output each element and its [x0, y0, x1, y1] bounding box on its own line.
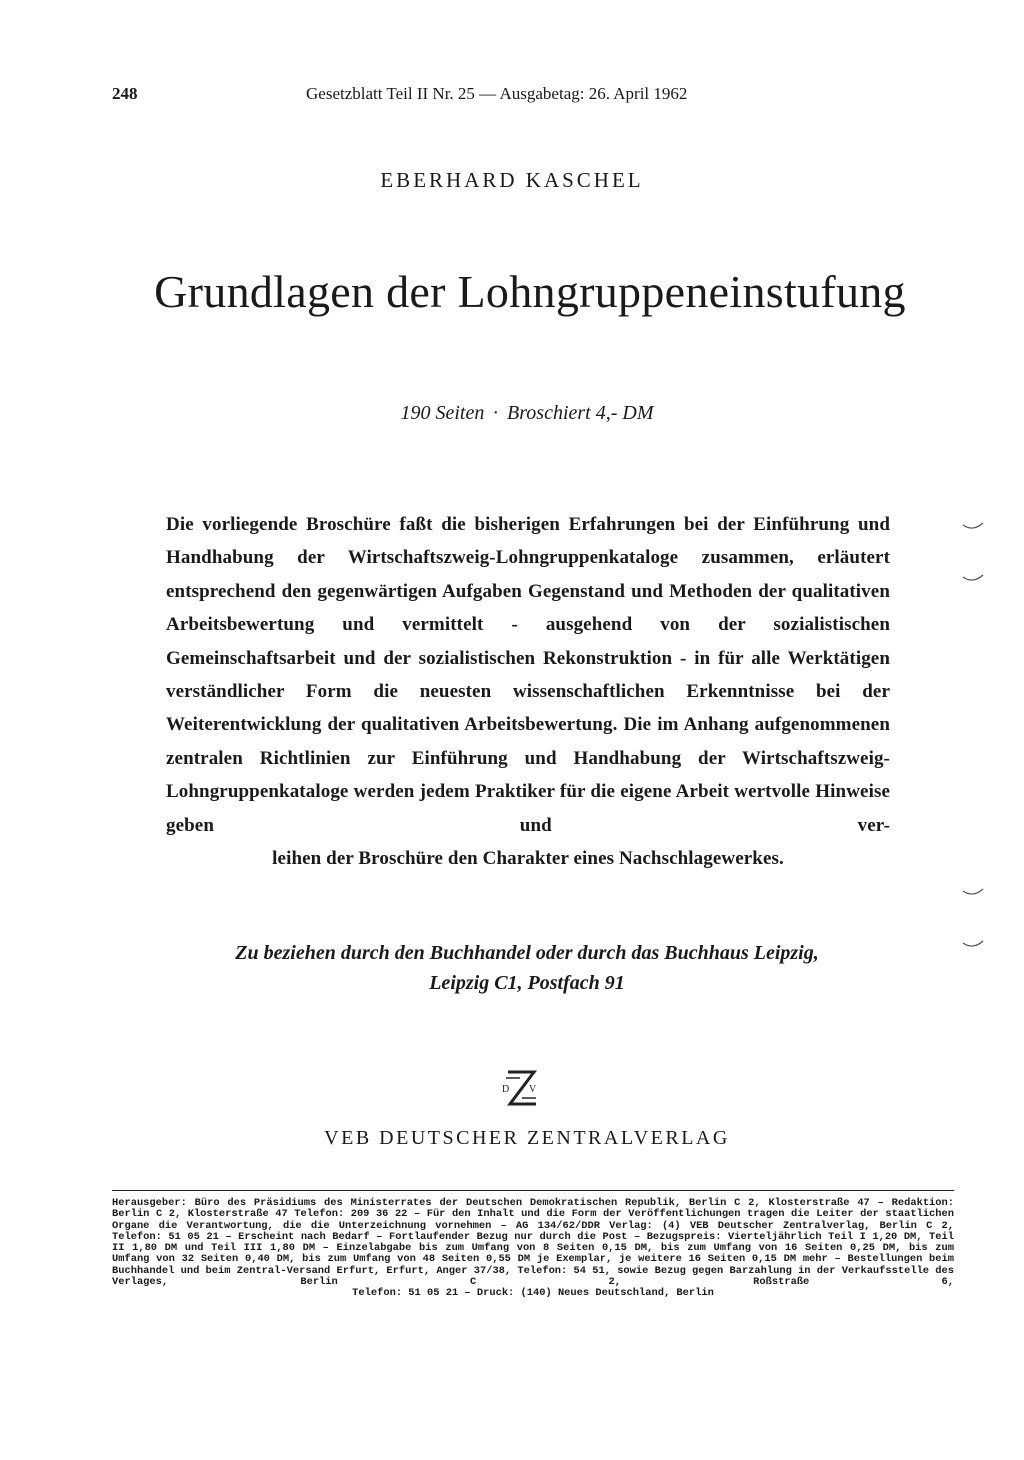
header-title: Gesetzblatt Teil II Nr. 25 — Ausgabetag: 26. April 1962 [306, 84, 688, 103]
margin-mark [962, 522, 984, 532]
order-info-line-2: Leipzig C1, Postfach 91 [429, 972, 625, 994]
margin-mark [962, 574, 984, 584]
book-price: Broschiert 4,- DM [507, 402, 654, 424]
imprint [112, 1198, 954, 1300]
order-info [0, 938, 1024, 998]
running-header [112, 84, 952, 108]
order-info-line-1: Zu beziehen durch den Buchhandel oder durch das Buchhaus Leipzig, [235, 942, 819, 964]
publisher-logo-icon [496, 1064, 544, 1112]
author-name: EBERHARD KASCHEL [380, 168, 644, 192]
svg-text:D: D [502, 1084, 510, 1095]
svg-text:V: V [529, 1084, 537, 1095]
page-number: 248 [112, 84, 138, 103]
book-description [166, 508, 890, 875]
imprint-divider [112, 1190, 954, 1191]
meta-separator: · [492, 402, 500, 424]
margin-mark [962, 940, 984, 950]
description-body: Die vorliegende Broschüre faßt die bisherigen Erfahrungen bei der Einführung und Handhabung der Wirtschaftszweig-Lohngruppenkataloge zusammen, erläutert entsprechend den gegenwärtigen Aufgaben Gegenstand und Methoden der qualitativen Arbeitsbewertung und vermittelt - ausgehend von der sozialistischen Gemeinschaftsarbeit und der sozialistischen Rekonstruktion - in für alle Werktätigen verständlicher Form die neuesten wissenschaftlichen Erkenntnisse bei der Weiterentwicklung der qualitativen Arbeitsbewertung. Die im Anhang aufgenommenen zentralen Richtlinien zur Einführung und Handhabung der Wirtschaftszweig-Lohngruppenkataloge werden jedem Praktiker für die eigene Arbeit wertvolle Hinweise geben und ver- [166, 514, 890, 836]
page-count: 190 Seiten [400, 402, 485, 424]
imprint-body: Herausgeber: Büro des Präsidiums des Ministerrates der Deutschen Demokratischen Republik, Berlin C 2, Klosterstraße 47 – Redaktion: Berlin C 2, Klosterstraße 47 Telefon: 209 36 22 – Für den Inhalt und die Form der Veröffentlichungen tragen die Leiter der staatlichen Organe die Verantwortung, die die Unterzeichnung vornehmen – AG 134/62/DDR Verlag: (4) VEB Deutscher Zentralverlag, Berlin C 2, Telefon: 51 05 21 – Erscheint nach Bedarf – Fortlaufender Bezug nur durch die Post – Bezugspreis: Vierteljährlich Teil I 1,20 DM, Teil II 1,80 DM und Teil III 1,80 DM – Einzelabgabe bis zum Umfang von 8 Seiten 0,15 DM, bis zum Umfang von 16 Seiten 0,25 DM, bis zum Umfang von 32 Seiten 0,40 DM, bis zum Umfang von 48 Seiten 0,55 DM je Exemplar, je weitere 16 Seiten 0,15 DM mehr – Bestellungen beim Buchhandel und beim Zentral-Versand Erfurt, Erfurt, Anger 37/38, Telefon: 54 51, sowie Bezug gegen Barzahlung in der Verkaufsstelle des Verlages, Berlin C 2, Roßstraße 6, [112, 1197, 954, 1289]
imprint-last-line: Telefon: 51 05 21 – Druck: (140) Neues Deutschland, Berlin [352, 1287, 714, 1300]
margin-mark [962, 888, 984, 898]
book-title: Grundlagen der Lohngruppeneinstufung [154, 266, 906, 317]
publisher-name: VEB DEUTSCHER ZENTRALVERLAG [324, 1127, 730, 1149]
description-last-line: leihen der Broschüre den Charakter eines Nachschlagewerkes. [272, 848, 784, 870]
book-meta [0, 402, 1024, 425]
